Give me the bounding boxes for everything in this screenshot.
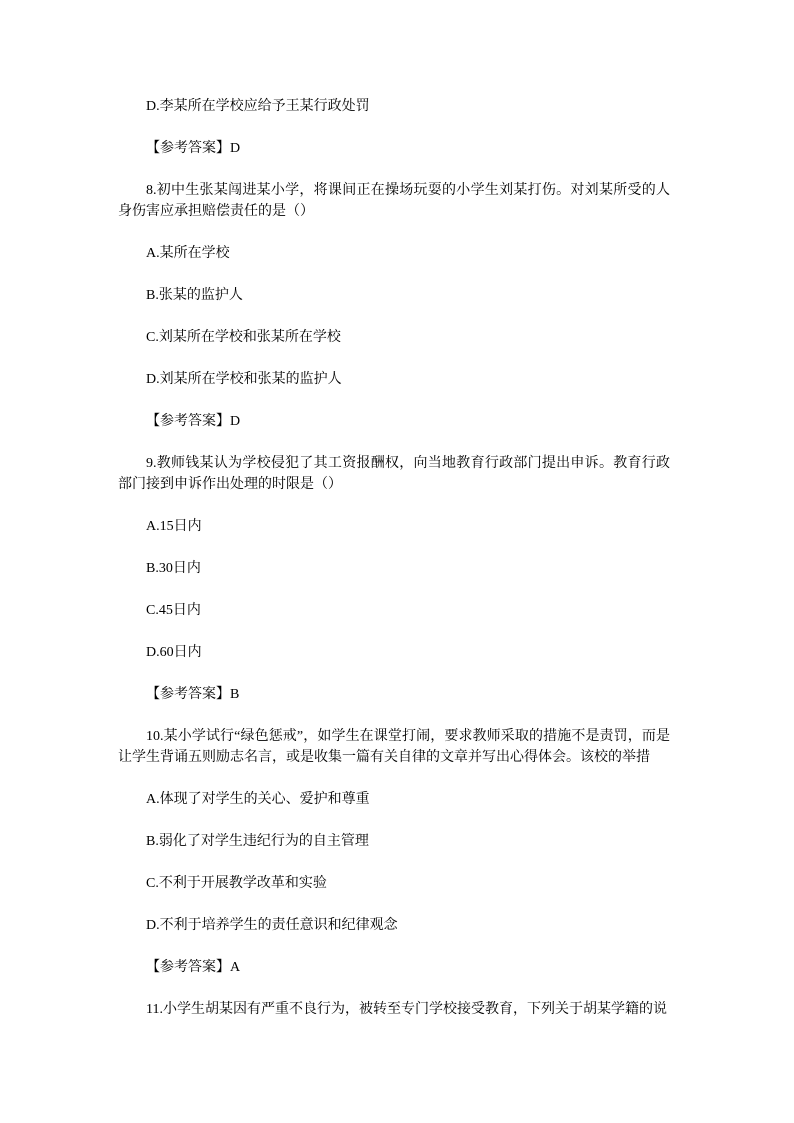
question-10-option-a: A.体现了对学生的关心、爱护和尊重 xyxy=(146,792,370,807)
question-8-stem: 8.初中生张某闯进某小学，将课间正在操场玩耍的小学生刘某打伤。对刘某所受的人身伤害应承担赔偿责任的是（） xyxy=(118,183,670,219)
question-9-answer: 【参考答案】B xyxy=(146,687,240,702)
q7-answer: 【参考答案】D xyxy=(146,141,241,156)
question-11-stem: 11.小学生胡某因有严重不良行为，被转至专门学校接受教育，下列关于胡某学籍的说 xyxy=(146,1002,667,1017)
question-8-option-d: D.刘某所在学校和张某的监护人 xyxy=(146,372,342,387)
question-9-option-a: A.15日内 xyxy=(146,519,202,534)
question-8-option-c: C.刘某所在学校和张某所在学校 xyxy=(146,330,341,345)
q7-option-d: D.李某所在学校应给予王某行政处罚 xyxy=(146,99,370,114)
question-10-option-b: B.弱化了对学生违纪行为的自主管理 xyxy=(146,834,369,849)
question-10-option-d: D.不利于培养学生的责任意识和纪律观念 xyxy=(146,918,398,933)
question-10-option-c: C.不利于开展教学改革和实验 xyxy=(146,876,327,891)
question-10-stem: 10.某小学试行“绿色惩戒”，如学生在课堂打闹，要求教师采取的措施不是责罚，而是让学生背诵五则励志名言，或是收集一篇有关自律的文章并写出心得体会。该校的举措 xyxy=(118,729,670,765)
question-9-stem: 9.教师钱某认为学校侵犯了其工资报酬权，向当地教育行政部门提出申诉。教育行政部门接到申诉作出处理的时限是（） xyxy=(118,456,670,492)
question-9-option-c: C.45日内 xyxy=(146,603,201,618)
question-8-option-b: B.张某的监护人 xyxy=(146,288,243,303)
question-9-option-b: B.30日内 xyxy=(146,561,201,576)
question-8-answer: 【参考答案】D xyxy=(146,414,241,429)
question-8-option-a: A.某所在学校 xyxy=(146,246,230,261)
question-9-option-d: D.60日内 xyxy=(146,645,202,660)
question-10-answer: 【参考答案】A xyxy=(146,960,241,975)
